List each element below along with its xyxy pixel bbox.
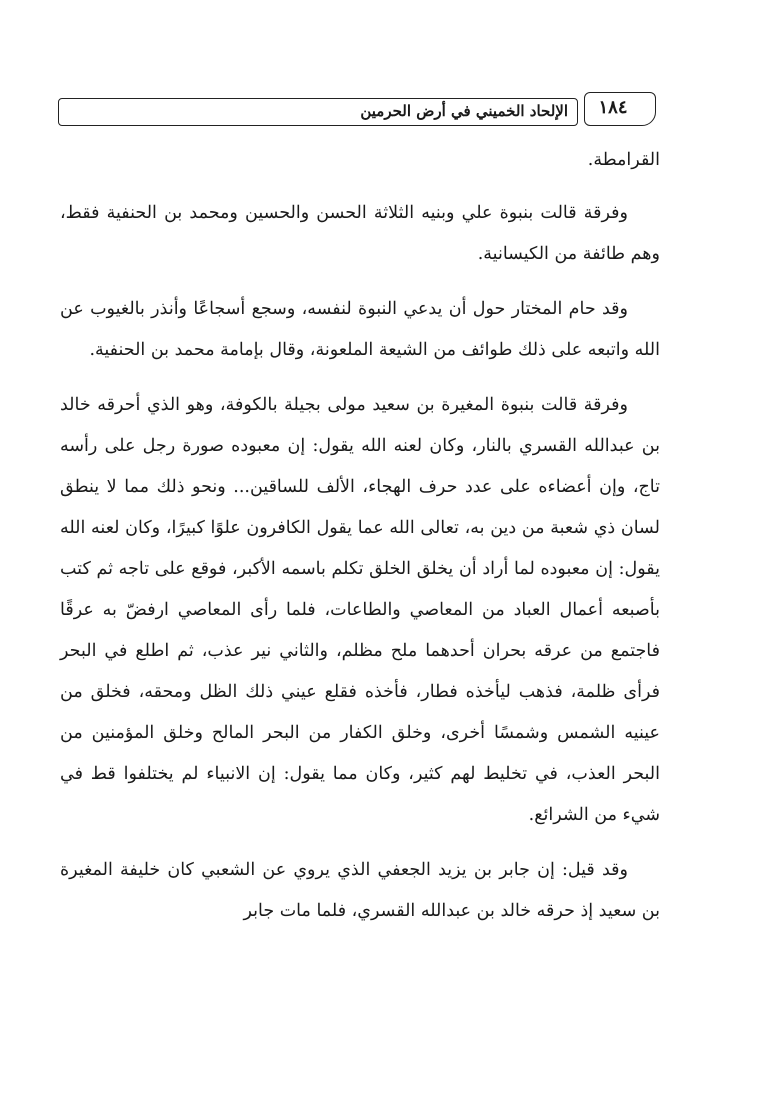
paragraph: وفرقة قالت بنبوة المغيرة بن سعيد مولى بجيلة بالكوفة، وهو الذي أحرقه خالد بن عبدالله القسري بالنار، وكان لعنه الله يقول: إن معبوده صورة رجل على رأسه تاج، وإن أعضاءه على عدد حرف الهجاء، الألف للساقين... ونحو ذلك مما لا ينطق لسان ذي شعبة من دين به، تعالى الله عما يقول الكافرون علوًا كبيرًا، وكان لعنه الله يقول: إن معبوده لما أراد أن يخلق الخلق تكلم باسمه الأكبر، فوقع على تاجه ثم كتب بأصبعه أعمال العباد من المعاصي والطاعات، فلما رأى المعاصي ارفضّ به عرقًا فاجتمع من عرقه بحران أحدهما ملح مظلم، والثاني نير عذب، ثم اطلع في البحر فرأى ظلمة، فذهب ليأخذه فطار، فأخذه فقلع عيني ذلك الظل ومحقه، فخلق من عينيه الشمس وشمسًا أخرى، وخلق الكفار من البحر المالح وخلق المؤمنين من البحر العذب، في تخليط لهم كثير، وكان مما يقول: إن الانبياء لم يختلفوا قط في شيء من الشرائع. xyxy=(60,395,660,825)
running-title: الإلحاد الخميني في أرض الحرمين xyxy=(360,102,568,120)
paragraph-continuation: القرامطة. xyxy=(587,150,660,170)
body-text xyxy=(60,140,660,946)
running-header xyxy=(58,92,658,130)
paragraph: وقد حام المختار حول أن يدعي النبوة لنفسه، وسجع أسجاعًا وأنذر بالغيوب عن الله واتبعه على ذلك طوائف من الشيعة الملعونة، وقال بإمامة محمد بن الحنفية. xyxy=(60,299,660,360)
page-number: ١٨٤ xyxy=(598,97,628,118)
paragraph: وقد قيل: إن جابر بن يزيد الجعفي الذي يروي عن الشعبي كان خليفة المغيرة بن سعيد إذ حرقه خالد بن عبدالله القسري، فلما مات جابر xyxy=(60,860,660,921)
page-number-frame xyxy=(584,92,656,126)
paragraph: وفرقة قالت بنبوة علي وبنيه الثلاثة الحسن والحسين ومحمد بن الحنفية فقط، وهم طائفة من الكيسانية. xyxy=(60,203,660,264)
